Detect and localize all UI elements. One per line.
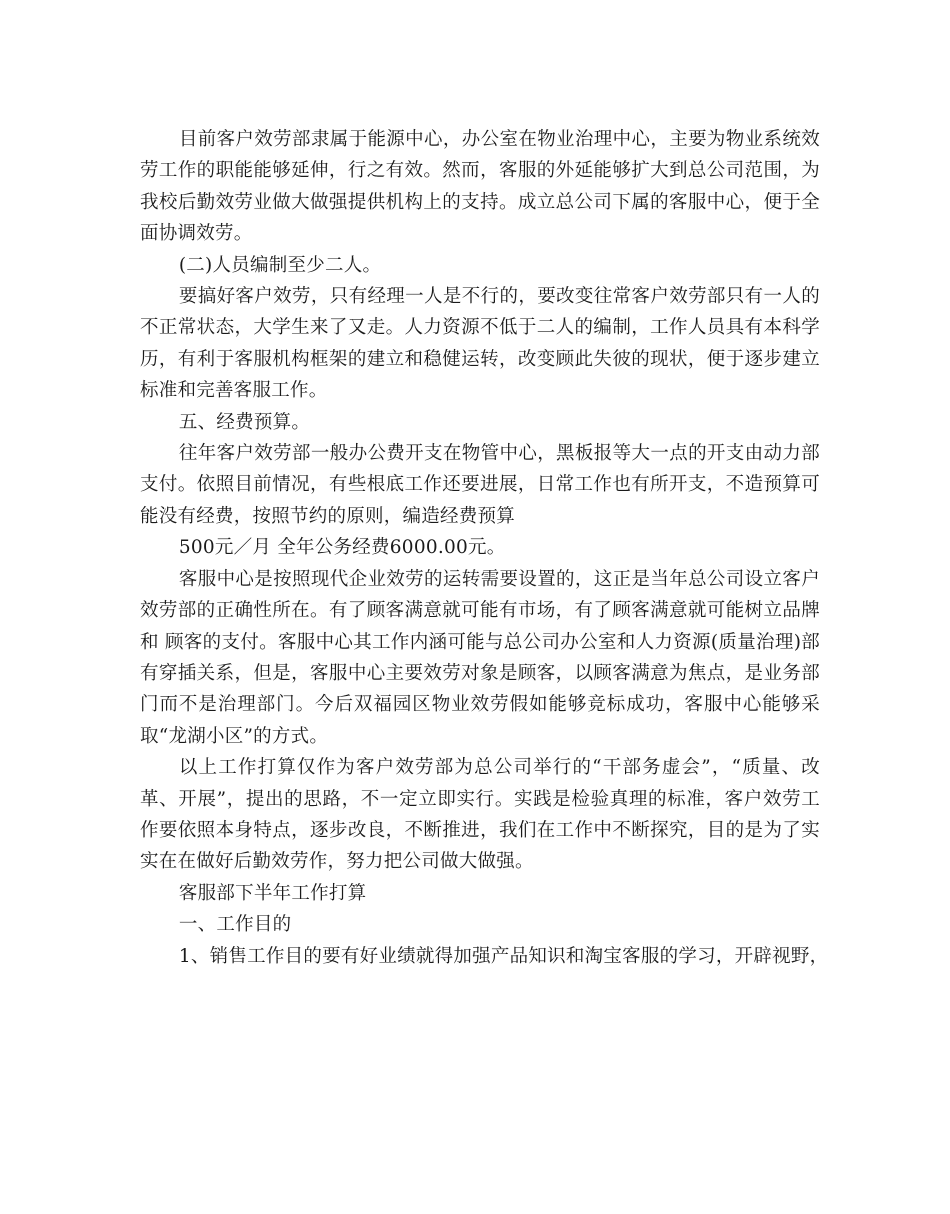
paragraph-budget-body: 往年客户效劳部一般办公费开支在物管中心，黑板报等大一点的开支由动力部支付。依照目前情况，有些根底工作还要进展，日常工作也有所开支，不造预算可能没有经费，按照节约的原则，编造经费预算 (140, 443, 820, 527)
paragraph-sales-goal: 1、销售工作目的要有好业绩就得加强产品知识和淘宝客服的学习，开辟视野， (178, 945, 829, 967)
paragraph-service-center: 客服中心是按照现代企业效劳的运转需要设置的，这正是当年总公司设立客户效劳部的正确性所在。有了顾客满意就可能有市场，有了顾客满意就可能树立品牌和 顾客的支付。客服中心其工作内涵可能与总公司办公室和人力资源(质量治理)部有穿插关系，但是，客服中心主要效劳对象是顾客，以顾客满意为焦点，是业务部 门而不是治理部门。今后双福园区物业效劳假如能够竞标成功，客服中心能够采取“龙湖小区”的方式。 (140, 568, 820, 747)
paragraph-budget-heading: 五、经费预算。 (178, 411, 311, 433)
document-body (140, 124, 829, 972)
paragraph-staffing-heading: (二)人员编制至少二人。 (178, 254, 382, 276)
paragraph-staffing-body: 要搞好客户效劳，只有经理一人是不行的，要改变往常客户效劳部只有一人的不正常状态，大学生来了又走。人力资源不低于二人的编制，工作人员具有本科学历，有利于客服机构框架的建立和稳健运转，改变顾此失彼的现状，便于逐步建立标准和完善客服工作。 (140, 286, 820, 402)
paragraph-conclusion: 以上工作打算仅作为客户效劳部为总公司举行的“干部务虚会”，“质量、改革、开展”，提出的思路，不一定立即实行。实践是检验真理的标准，客户效劳工作要依照本身特点，逐步改良，不断推进，我们在工作中不断探究，目的是为了实实在在做好后勤效劳作，努力把公司做大做强。 (140, 757, 820, 873)
paragraph-second-half-plan-title: 客服部下半年工作打算 (178, 882, 367, 904)
paragraph-work-goals-heading: 一、工作目的 (178, 914, 292, 936)
paragraph-budget-amount: 500元／月 全年公务经费6000.00元。 (178, 537, 506, 559)
paragraph-department-structure: 目前客户效劳部隶属于能源中心，办公室在物业治理中心，主要为物业系统效劳工作的职能能够延伸，行之有效。然而，客服的外延能够扩大到总公司范围，为我校后勤效劳业做大做强提供机构上的支持。成立总公司下属的客服中心，便于全面协调效劳。 (140, 129, 820, 245)
